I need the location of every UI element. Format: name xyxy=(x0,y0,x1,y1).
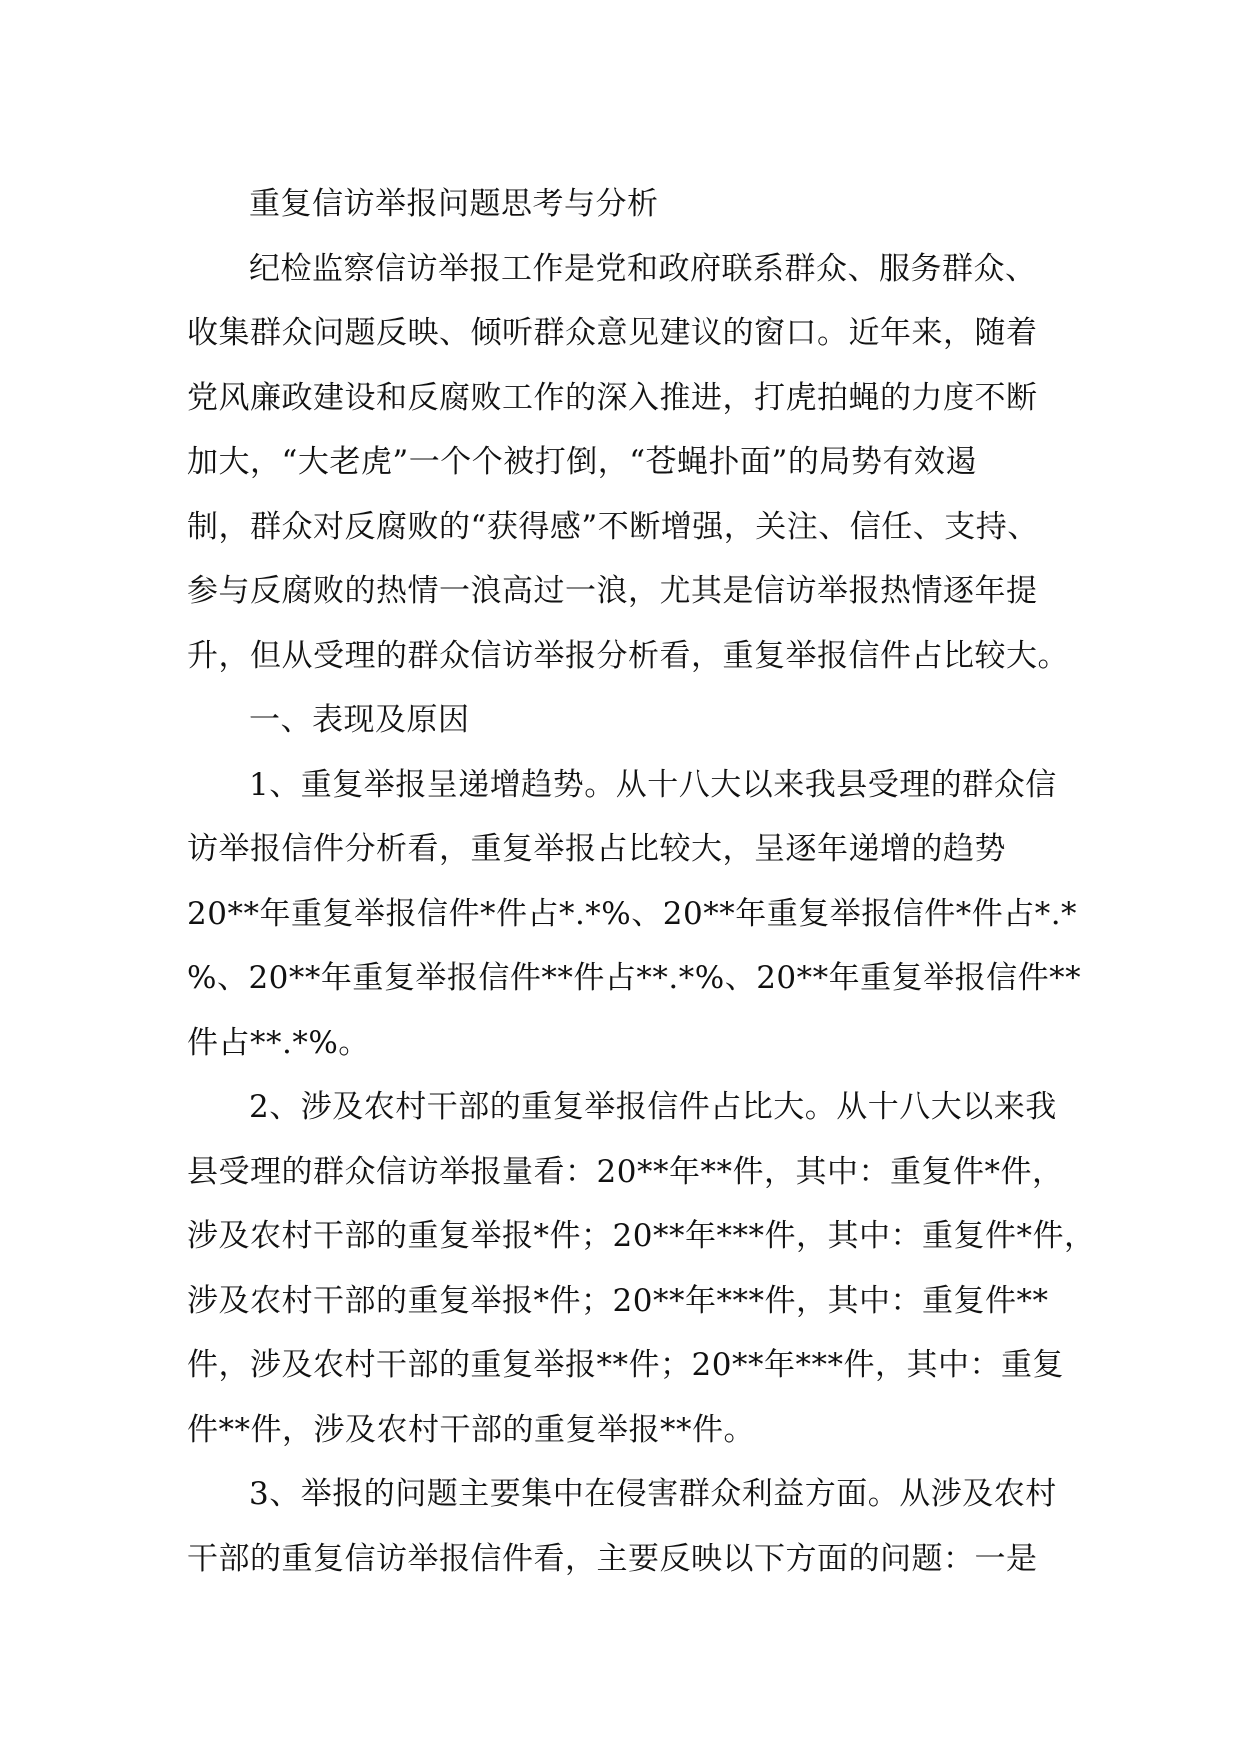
document-title: 重复信访举报问题思考与分析 xyxy=(249,186,659,222)
paragraph-line: 干部的重复信访举报信件看，主要反映以下方面的问题：一是 xyxy=(187,1540,1038,1577)
paragraph-line: 制，群众对反腐败的“获得感”不断增强，关注、信任、支持、 xyxy=(187,508,1039,545)
paragraph-line: 党风廉政建设和反腐败工作的深入推进，打虎拍蝇的力度不断 xyxy=(187,379,1038,416)
paragraph-line: 3、举报的问题主要集中在侵害群众利益方面。从涉及农村 xyxy=(249,1476,1057,1512)
paragraph-line: 加大，“大老虎”一个个被打倒，“苍蝇扑面”的局势有效遏 xyxy=(187,444,977,480)
paragraph-line: 纪检监察信访举报工作是党和政府联系群众、服务群众、 xyxy=(249,250,1037,287)
paragraph-line: 件**件，涉及农村干部的重复举报**件。 xyxy=(187,1411,755,1448)
paragraph-line: 县受理的群众信访举报量看：20**年**件，其中：重复件*件， xyxy=(187,1153,1064,1190)
paragraph-line: 1、重复举报呈递增趋势。从十八大以来我县受理的群众信 xyxy=(249,766,1057,803)
paragraph-line: 访举报信件分析看，重复举报占比较大，呈逐年递增的趋势 xyxy=(187,831,1006,867)
paragraph-line: 涉及农村干部的重复举报*件；20**年***件，其中：重复件** xyxy=(187,1282,1049,1319)
paragraph-line: 件占**.*%。 xyxy=(187,1024,370,1061)
paragraph-line: 涉及农村干部的重复举报*件；20**年***件，其中：重复件*件， xyxy=(187,1218,1096,1254)
document-body xyxy=(187,172,1096,1591)
paragraph-line: 件，涉及农村干部的重复举报**件；20**年***件，其中：重复 xyxy=(187,1347,1064,1383)
paragraph-line: 2、涉及农村干部的重复举报信件占比大。从十八大以来我 xyxy=(249,1089,1057,1125)
paragraph-line: 20**年重复举报信件*件占*.*%、20**年重复举报信件*件占*.* xyxy=(187,895,1078,932)
paragraph-line: 参与反腐败的热情一浪高过一浪，尤其是信访举报热情逐年提 xyxy=(187,573,1038,609)
section-heading: 一、表现及原因 xyxy=(249,702,470,738)
paragraph-line: 升，但从受理的群众信访举报分析看，重复举报信件占比较大。 xyxy=(187,637,1069,674)
paragraph-line: %、20**年重复举报信件**件占**.*%、20**年重复举报信件** xyxy=(187,960,1082,996)
paragraph-line: 收集群众问题反映、倾听群众意见建议的窗口。近年来，随着 xyxy=(187,315,1038,351)
